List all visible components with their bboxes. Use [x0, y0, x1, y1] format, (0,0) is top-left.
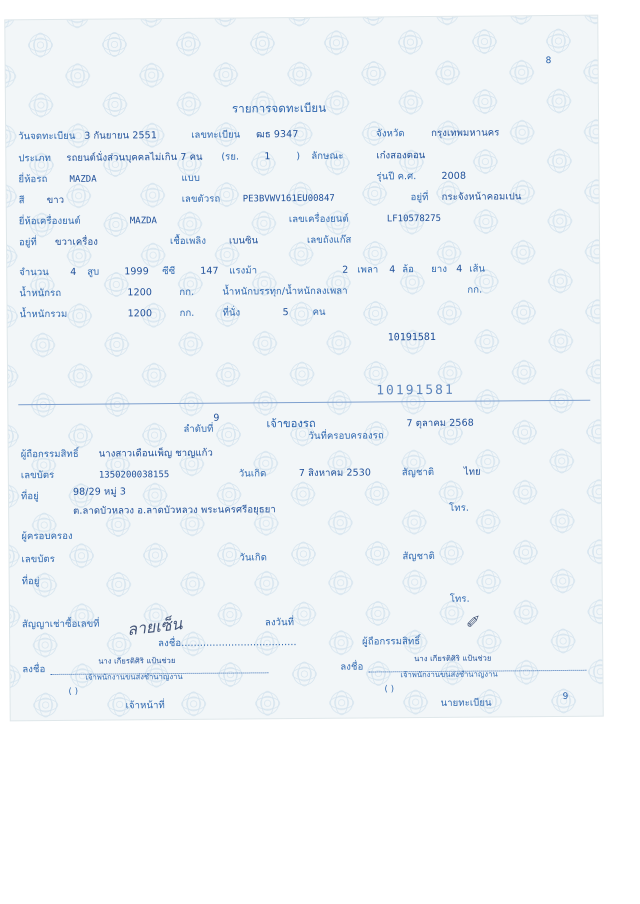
value-gross-weight: 1200	[127, 308, 153, 320]
label-vehicle-weight: น้ำหนักรถ	[19, 287, 62, 300]
label-owner-address: ที่อยู่	[20, 491, 39, 503]
label-owner-telephone: โทร.	[449, 502, 470, 514]
label-gross-weight: น้ำหนักรวม	[19, 308, 68, 321]
label-officer: เจ้าหน้าที่	[125, 700, 165, 712]
unit-tires: เส้น	[469, 263, 486, 275]
unit-horsepower: แรงม้า	[229, 265, 258, 277]
label-rights-holder-signature: ผู้ถือกรรมสิทธิ์	[362, 636, 421, 648]
officer-name-right: นาง เกียรติศิริ แป้นช่วย	[414, 653, 492, 664]
value-sequence: 9	[213, 412, 220, 424]
stamp-number-large: 10191581	[376, 382, 455, 399]
label-possessor-address: ที่อยู่	[21, 576, 40, 588]
value-rights-holder: นางสาวเดือนเพ็ญ ชาญแก้ว	[98, 447, 213, 460]
label-owner-nationality: สัญชาติ	[401, 466, 435, 479]
value-year: 2008	[441, 170, 467, 182]
label-characteristic: ลักษณะ	[311, 150, 344, 162]
label-engine-brand: ยี่ห้อเครื่องยนต์	[18, 215, 81, 228]
value-characteristic: เก๋งสองตอน	[376, 150, 426, 162]
value-wheels: 4	[389, 264, 396, 276]
officer-role-left: เจ้าพนักงานขนส่งชำนาญงาน	[85, 671, 183, 682]
label-possessor-id: เลขบัตร	[21, 553, 56, 566]
unit-cylinders: สูบ	[87, 266, 100, 278]
value-cc: 1999	[124, 266, 149, 278]
value-owner-id: 1350200038155	[98, 470, 170, 481]
label-cylinders: จำนวน	[19, 267, 49, 279]
sign-line-left: ลงชื่อ.....................................	[158, 637, 297, 650]
page-number-top: 8	[545, 56, 552, 67]
label-signed-date: ลงวันที่	[264, 617, 295, 629]
value-owner-address-line1: 98/29 หมู่ 3	[72, 486, 127, 498]
label-gas-tank-number: เลขถังแก๊ส	[306, 234, 352, 246]
scanned-document	[5, 16, 602, 721]
owner-section-title: เจ้าของรถ	[266, 416, 316, 431]
label-owner-id: เลขบัตร	[20, 469, 55, 482]
value-vehicle-type: รถยนต์นั่งส่วนบุคคลไม่เกิน 7 คน	[66, 151, 203, 164]
label-brand: ยี่ห้อรถ	[18, 174, 48, 186]
signature-mark-right: ✐	[463, 611, 480, 633]
value-chassis-number: PE3BVWV161EU00847	[242, 193, 335, 205]
label-vehicle-type: ประเภท	[18, 152, 51, 165]
value-engine-location: ขวาเครื่อง	[54, 236, 99, 248]
unit-vehicle-weight: กก.	[179, 286, 195, 298]
value-owner-nationality: ไทย	[463, 466, 481, 478]
unit-wheels: ล้อ	[402, 264, 415, 276]
value-tires: 4	[456, 263, 463, 275]
value-registration-date: 3 กันยายน 2551	[84, 130, 157, 142]
label-tires: ยาง	[431, 263, 448, 275]
sign-word-right: ลงชื่อ	[340, 661, 364, 673]
value-vehicle-weight: 1200	[127, 287, 153, 299]
unit-axles: เพลา	[357, 264, 379, 276]
officer-name-left: นาง เกียรติศิริ แป้นช่วย	[98, 656, 176, 666]
value-owner-address-line2: ต.ลาดบัวหลวง อ.ลาดบัวหลวง พระนครศรีอยุธยา	[73, 504, 276, 517]
value-province: กรุงเทพมหานคร	[431, 127, 500, 139]
unit-cc: ซีซี	[162, 266, 176, 278]
label-chassis-number: เลขตัวรถ	[181, 193, 221, 205]
label-engine-number: เลขเครื่องยนต์	[288, 213, 349, 226]
label-registration-date: วันจดทะเบียน	[18, 130, 76, 143]
label-possessor-birthdate: วันเกิด	[239, 552, 268, 564]
label-load-weight: น้ำหนักบรรทุก/น้ำหนักลงเพลา	[222, 285, 348, 298]
value-color: ขาว	[46, 194, 65, 207]
value-chassis-location: กระจังหน้าคอมเปน	[441, 191, 522, 203]
label-seats: ที่นั่ง	[222, 307, 241, 319]
page-number-bottom: 9	[562, 691, 569, 702]
label-rows-code: (รย.	[221, 151, 240, 163]
document-title: รายการจดทะเบียน	[231, 100, 327, 116]
label-owner-birthdate: วันเกิด	[238, 468, 267, 480]
value-possession-date: 7 ตุลาคม 2568	[406, 417, 474, 430]
value-brand: MAZDA	[69, 174, 97, 185]
label-hire-purchase-contract: สัญญาเช่าซื้อเลขที่	[21, 618, 100, 631]
label-chassis-location: อยู่ที่	[410, 192, 429, 204]
unit-gross-weight: กก.	[179, 307, 195, 319]
value-seats: 5	[282, 307, 289, 319]
value-engine-brand: MAZDA	[129, 216, 157, 227]
possessor-section-title: ผู้ครอบครอง	[21, 530, 73, 543]
signature-mark-left: ลายเซ็น	[126, 614, 184, 640]
officer-role-right: เจ้าพนักงานขนส่งชำนาญงาน	[400, 669, 498, 680]
label-possessor-nationality: สัญชาติ	[402, 550, 435, 563]
paren-right: ( )	[384, 684, 395, 695]
value-owner-birthdate: 7 สิงหาคม 2530	[298, 467, 372, 480]
value-fuel: เบนซิน	[228, 235, 259, 247]
label-possessor-telephone: โทร.	[449, 593, 470, 605]
paren-left: ( )	[68, 686, 79, 697]
stamp-number: 10191581	[387, 331, 436, 344]
sign-word-left: ลงชื่อ	[22, 664, 46, 676]
value-axles: 2	[342, 264, 349, 276]
label-registrar: นายทะเบียน	[440, 697, 492, 709]
label-province: จังหวัด	[376, 128, 405, 140]
value-cylinders: 4	[70, 266, 77, 278]
label-model: แบบ	[181, 172, 201, 184]
label-registration-number: เลขทะเบียน	[191, 129, 241, 141]
label-color: สี	[18, 195, 25, 207]
label-sequence: ลำดับที่	[183, 423, 214, 435]
value-engine-number: LF10578275	[386, 213, 442, 225]
label-engine-location: อยู่ที่	[18, 237, 37, 249]
section-divider	[18, 400, 590, 405]
label-rights-holder: ผู้ถือกรรมสิทธิ์	[20, 448, 79, 461]
unit-load-weight: กก.	[467, 284, 483, 296]
label-year: รุ่นปี ค.ศ.	[376, 171, 417, 183]
unit-seats: คน	[312, 306, 326, 318]
label-possession-date: วันที่ครอบครองรถ	[308, 430, 384, 442]
label-rows-close: )	[296, 151, 301, 163]
value-rows-code: 1	[264, 151, 271, 163]
value-horsepower: 147	[200, 265, 219, 277]
value-registration-number: ฒธ 9347	[256, 129, 299, 141]
label-fuel: เชื้อเพลิง	[169, 235, 207, 248]
